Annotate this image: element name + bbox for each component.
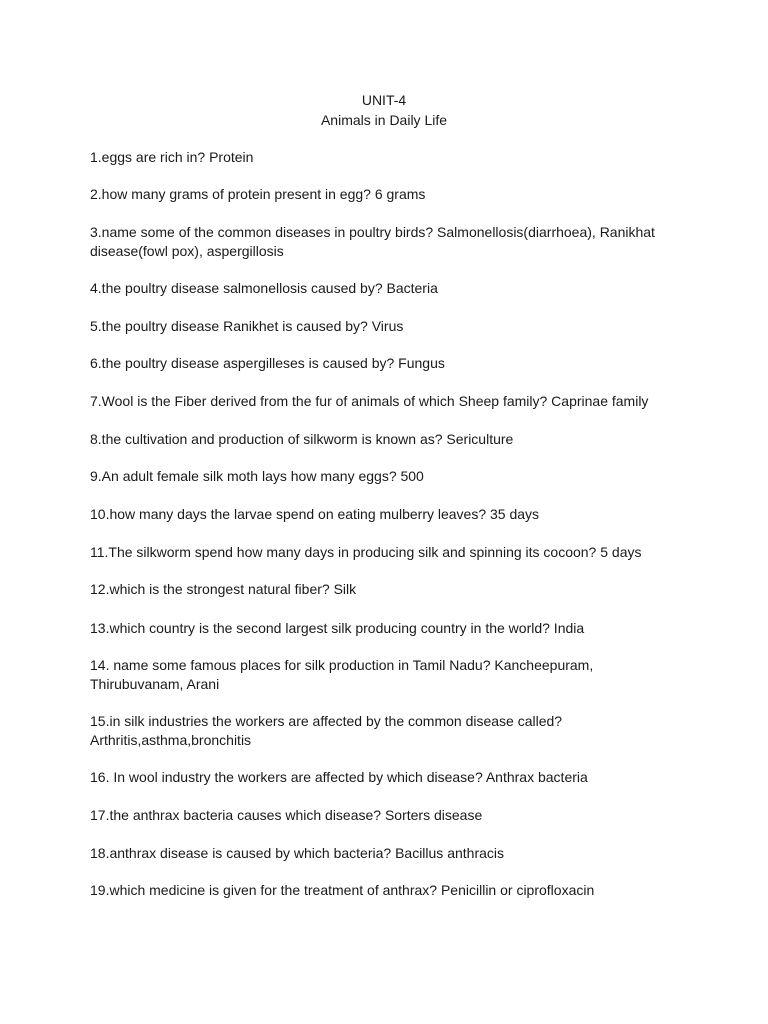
question-item: 6.the poultry disease aspergilleses is caused by? Fungus — [90, 355, 445, 371]
question-item: 16. In wool industry the workers are affected by which disease? Anthrax bacteria — [90, 769, 588, 785]
question-item: 9.An adult female silk moth lays how many eggs? 500 — [90, 468, 424, 484]
page-title: Animals in Daily Life — [320, 112, 448, 128]
question-item: 11.The silkworm spend how many days in producing silk and spinning its cocoon? 5 days — [90, 544, 642, 560]
question-item: 8.the cultivation and production of silkworm is known as? Sericulture — [90, 431, 514, 447]
question-item: 3.name some of the common diseases in poultry birds? Salmonellosis(diarrhoea), Ranikhat disease(fowl pox), aspergillosis — [90, 224, 655, 259]
question-item: 10.how many days the larvae spend on eating mulberry leaves? 35 days — [90, 506, 540, 522]
question-item: 17.the anthrax bacteria causes which disease? Sorters disease — [90, 807, 483, 823]
question-item: 18.anthrax disease is caused by which bacteria? Bacillus anthracis — [90, 845, 505, 861]
question-item: 15.in silk industries the workers are affected by the common disease called? Arthritis,asthma,bronchitis — [90, 713, 563, 748]
question-item: 19.which medicine is given for the treatment of anthrax? Penicillin or ciprofloxacin — [90, 882, 595, 898]
question-item: 5.the poultry disease Ranikhet is caused by? Virus — [90, 318, 404, 334]
question-item: 1.eggs are rich in? Protein — [90, 149, 254, 165]
question-item: 4.the poultry disease salmonellosis caused by? Bacteria — [90, 280, 438, 296]
question-item: 13.which country is the second largest silk producing country in the world? India — [90, 620, 585, 636]
unit-heading: UNIT-4 — [361, 92, 407, 108]
question-item: 7.Wool is the Fiber derived from the fur of animals of which Sheep family? Caprinae family — [90, 393, 649, 409]
question-item: 2.how many grams of protein present in egg? 6 grams — [90, 186, 426, 202]
question-item: 14. name some famous places for silk production in Tamil Nadu? Kancheepuram, Thirubuvanam, Arani — [90, 657, 594, 692]
question-item: 12.which is the strongest natural fiber? Silk — [90, 581, 357, 597]
